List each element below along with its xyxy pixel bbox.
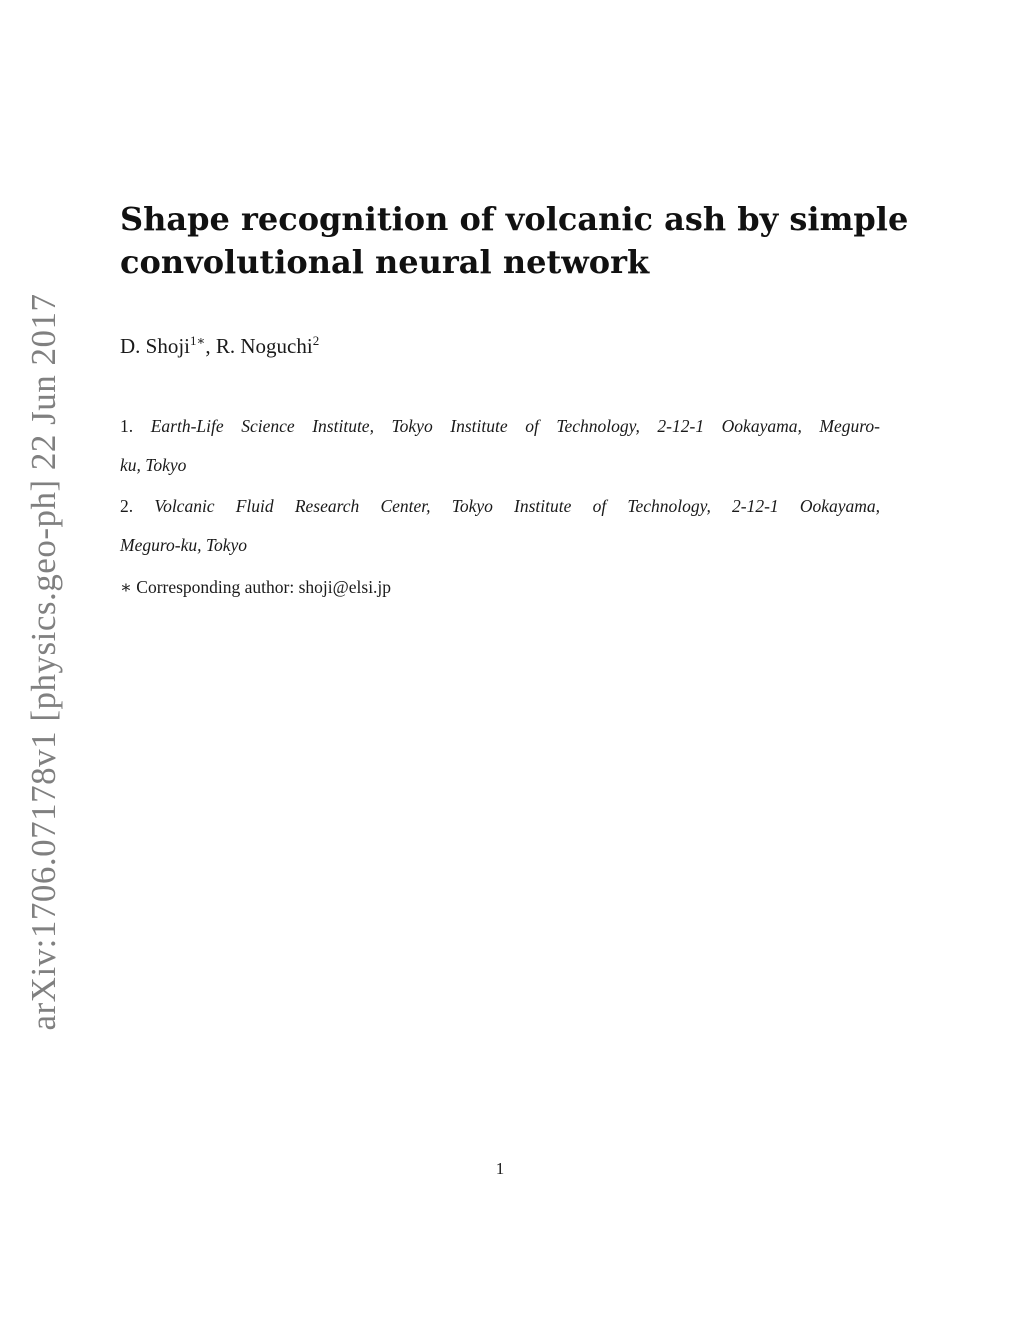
- page-number: 1: [495, 1159, 505, 1178]
- affiliation-1-line-1: [120, 416, 880, 437]
- affiliation-2-line-1: [120, 496, 880, 517]
- arxiv-identifier-stamp: arXiv:1706.07178v1 [physics.geo-ph] 22 Jun 2017: [24, 293, 63, 1031]
- affiliation-1-line-2: ku, Tokyo: [120, 455, 187, 475]
- author-separator: ,: [205, 334, 216, 358]
- author-list: [120, 334, 319, 359]
- affiliation-1-number: 1.: [120, 416, 134, 436]
- affiliation-1: [120, 416, 880, 476]
- author-1-affiliation-marker: 1∗: [190, 333, 206, 348]
- corresponding-author-note: ∗ Corresponding author: shoji@elsi.jp: [120, 577, 392, 597]
- title-line-1: Shape recognition of volcanic ash by simple: [120, 200, 909, 238]
- affiliation-2-text: Volcanic Fluid Research Center, Tokyo Institute of Technology, 2-12-1 Ookayama,: [154, 496, 881, 516]
- affiliation-2-number: 2.: [120, 496, 134, 516]
- author-1-name: D. Shoji: [120, 334, 191, 358]
- affiliation-2-line-2: Meguro-ku, Tokyo: [120, 535, 248, 555]
- affiliation-1-text: Earth-Life Science Institute, Tokyo Institute of Technology, 2-12-1 Ookayama, Meguro-: [150, 416, 881, 436]
- affiliation-2: [120, 496, 880, 556]
- title-line-2: convolutional neural network: [120, 243, 650, 281]
- author-2-affiliation-marker: 2: [312, 333, 320, 348]
- author-2-name: R. Noguchi: [215, 334, 313, 358]
- paper-title: [120, 198, 909, 284]
